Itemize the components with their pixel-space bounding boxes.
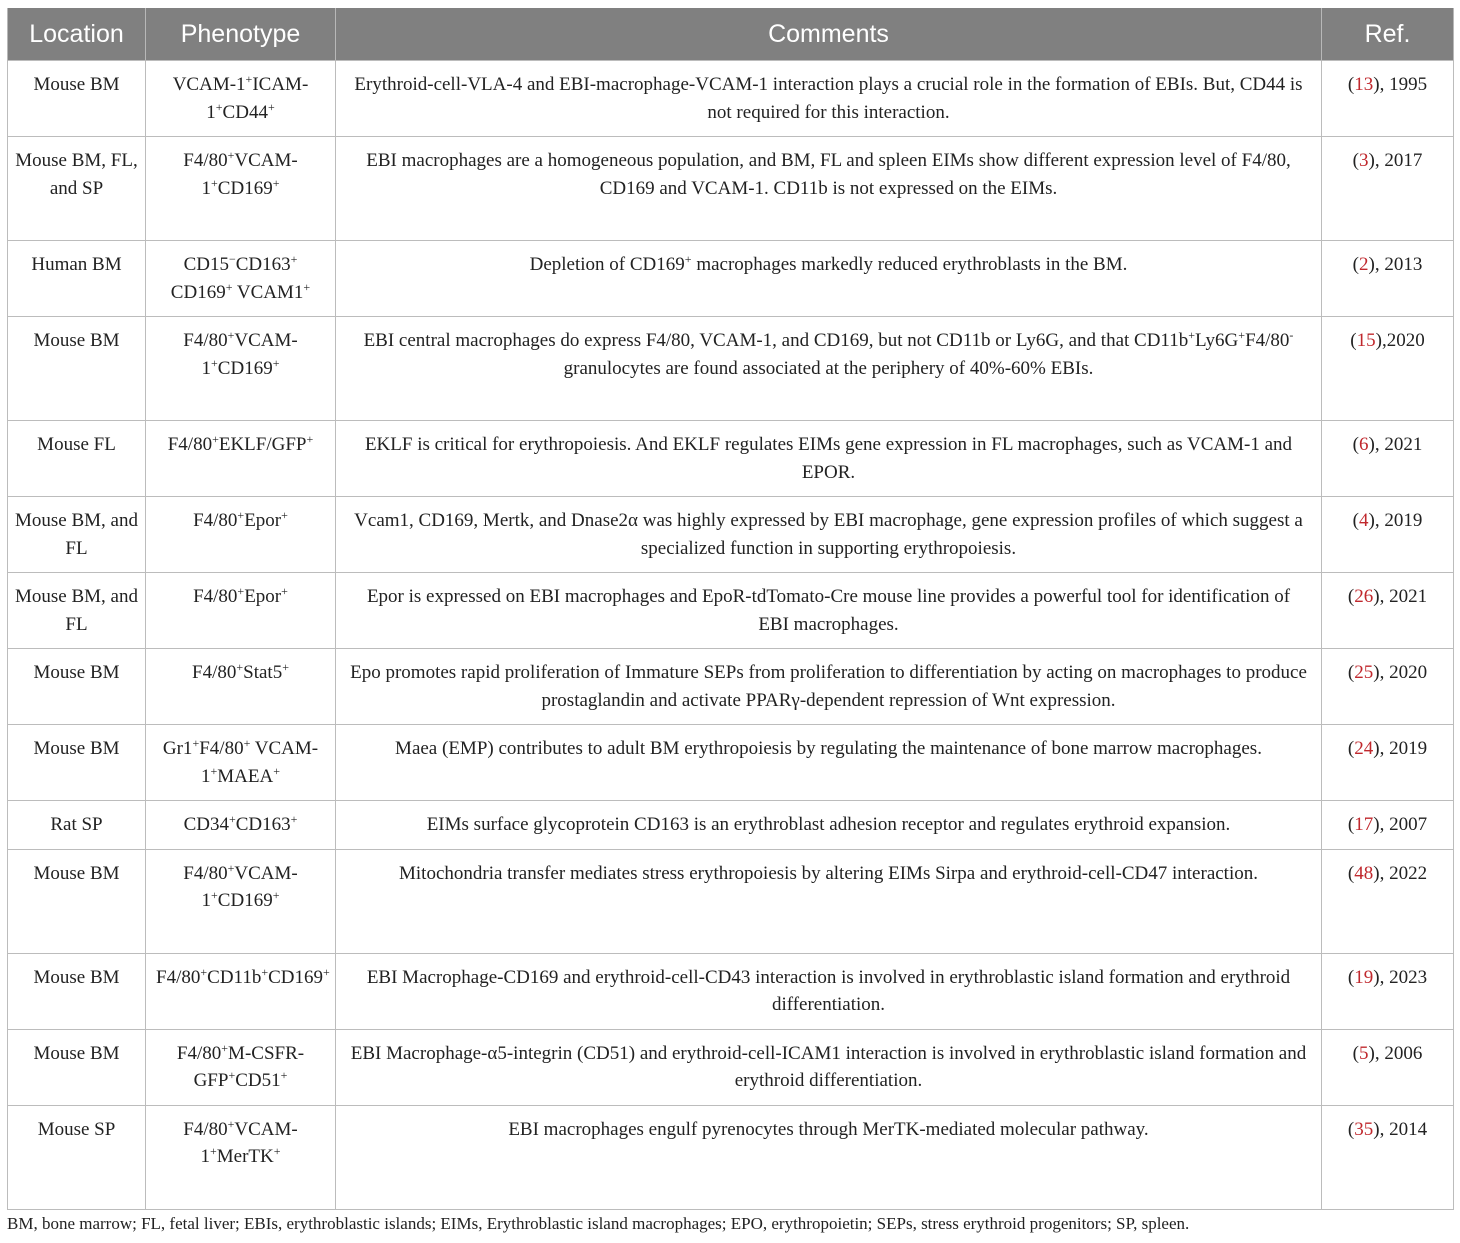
table-row bbox=[8, 1029, 1454, 1105]
header-row bbox=[8, 8, 1454, 61]
cell-comment: Depletion of CD169+ macrophages markedly reduced erythroblasts in the BM. bbox=[336, 241, 1322, 317]
header-comments: Comments bbox=[336, 8, 1322, 61]
cell-ref: (4), 2019 bbox=[1322, 497, 1454, 573]
cell-location: Mouse BM, FL, and SP bbox=[8, 137, 146, 241]
cell-comment: EBI macrophages engulf pyrenocytes through MerTK-mediated molecular pathway. bbox=[336, 1105, 1322, 1209]
cell-phenotype: F4/80+VCAM-1+CD169+ bbox=[146, 849, 336, 953]
cell-phenotype: CD34+CD163+ bbox=[146, 801, 336, 850]
cell-ref: (26), 2021 bbox=[1322, 573, 1454, 649]
cell-comment: Epor is expressed on EBI macrophages and EpoR-tdTomato-Cre mouse line provides a powerful tool for identification of EBI macrophages. bbox=[336, 573, 1322, 649]
cell-phenotype: VCAM-1+ICAM-1+CD44+ bbox=[146, 61, 336, 137]
cell-location: Mouse BM bbox=[8, 649, 146, 725]
cell-ref: (24), 2019 bbox=[1322, 725, 1454, 801]
cell-location: Human BM bbox=[8, 241, 146, 317]
table-row bbox=[8, 61, 1454, 137]
cell-ref: (17), 2007 bbox=[1322, 801, 1454, 850]
cell-comment: EBI Macrophage-α5-integrin (CD51) and erythroid-cell-ICAM1 interaction is involved in erythroblastic island formation and erythroid differentiation. bbox=[336, 1029, 1322, 1105]
cell-phenotype: F4/80+Epor+ bbox=[146, 497, 336, 573]
table-row bbox=[8, 573, 1454, 649]
cell-comment: Maea (EMP) contributes to adult BM erythropoiesis by regulating the maintenance of bone marrow macrophages. bbox=[336, 725, 1322, 801]
table-footnote: BM, bone marrow; FL, fetal liver; EBIs, erythroblastic islands; EIMs, Erythroblastic island macrophages; EPO, erythropoietin; SEPs, stress erythroid progenitors; SP, spleen. bbox=[7, 1214, 1190, 1233]
cell-comment: EBI Macrophage-CD169 and erythroid-cell-CD43 interaction is involved in erythroblastic island formation and erythroid differentiation. bbox=[336, 953, 1322, 1029]
cell-location: Mouse BM bbox=[8, 849, 146, 953]
ref-link[interactable]: 15 bbox=[1356, 330, 1376, 351]
table-row bbox=[8, 137, 1454, 241]
ref-link[interactable]: 5 bbox=[1359, 1042, 1369, 1064]
cell-ref: (3), 2017 bbox=[1322, 137, 1454, 241]
ref-link[interactable]: 17 bbox=[1354, 814, 1374, 835]
cell-comment: EBI central macrophages do express F4/80, VCAM-1, and CD169, but not CD11b or Ly6G, and that CD11b+Ly6G+F4/80- granulocytes are found associated at the periphery of 40%-60% EBIs. bbox=[336, 317, 1322, 421]
cell-location: Mouse SP bbox=[8, 1105, 146, 1209]
table-row bbox=[8, 725, 1454, 801]
cell-comment: EKLF is critical for erythropoiesis. And EKLF regulates EIMs gene expression in FL macrophages, such as VCAM-1 and EPOR. bbox=[336, 421, 1322, 497]
table-row bbox=[8, 317, 1454, 421]
cell-location: Mouse BM bbox=[8, 1029, 146, 1105]
cell-phenotype: F4/80+CD11b+CD169+ bbox=[146, 953, 336, 1029]
table-body bbox=[8, 61, 1454, 1210]
cell-ref: (48), 2022 bbox=[1322, 849, 1454, 953]
cell-location: Mouse BM bbox=[8, 61, 146, 137]
ref-link[interactable]: 6 bbox=[1359, 434, 1369, 455]
ref-link[interactable]: 2 bbox=[1359, 254, 1369, 275]
cell-ref: (6), 2021 bbox=[1322, 421, 1454, 497]
cell-phenotype: F4/80+M-CSFR-GFP+CD51+ bbox=[146, 1029, 336, 1105]
cell-phenotype: Gr1+F4/80+ VCAM-1+MAEA+ bbox=[146, 725, 336, 801]
cell-ref: (2), 2013 bbox=[1322, 241, 1454, 317]
ref-link[interactable]: 48 bbox=[1354, 862, 1374, 884]
header-location: Location bbox=[8, 8, 146, 61]
ref-link[interactable]: 24 bbox=[1354, 738, 1374, 759]
ref-link[interactable]: 3 bbox=[1359, 150, 1369, 171]
table-row bbox=[8, 1105, 1454, 1209]
ref-link[interactable]: 4 bbox=[1359, 510, 1369, 531]
cell-comment: EBI macrophages are a homogeneous population, and BM, FL and spleen EIMs show different expression level of F4/80, CD169 and VCAM-1. CD11b is not expressed on the EIMs. bbox=[336, 137, 1322, 241]
cell-phenotype: F4/80+Epor+ bbox=[146, 573, 336, 649]
table-row bbox=[8, 801, 1454, 850]
ref-link[interactable]: 19 bbox=[1354, 966, 1374, 988]
cell-location: Mouse BM bbox=[8, 317, 146, 421]
table-row bbox=[8, 241, 1454, 317]
cell-ref: (35), 2014 bbox=[1322, 1105, 1454, 1209]
cell-ref: (15),2020 bbox=[1322, 317, 1454, 421]
header-phenotype: Phenotype bbox=[146, 8, 336, 61]
cell-comment: Epo promotes rapid proliferation of Immature SEPs from proliferation to differentiation by acting on macrophages to produce prostaglandin and activate PPARγ-dependent repression of Wnt expression. bbox=[336, 649, 1322, 725]
ref-link[interactable]: 25 bbox=[1354, 662, 1374, 683]
cell-comment: Erythroid-cell-VLA-4 and EBI-macrophage-VCAM-1 interaction plays a crucial role in the formation of EBIs. But, CD44 is not required for this interaction. bbox=[336, 61, 1322, 137]
cell-phenotype: F4/80+VCAM-1+CD169+ bbox=[146, 317, 336, 421]
cell-phenotype: CD15−CD163+ CD169+ VCAM1+ bbox=[146, 241, 336, 317]
cell-location: Mouse BM bbox=[8, 725, 146, 801]
table-row bbox=[8, 649, 1454, 725]
table-row bbox=[8, 849, 1454, 953]
ref-link[interactable]: 13 bbox=[1354, 74, 1374, 95]
header-ref: Ref. bbox=[1322, 8, 1454, 61]
table-header bbox=[8, 8, 1454, 61]
cell-comment: EIMs surface glycoprotein CD163 is an erythroblast adhesion receptor and regulates erythroid expansion. bbox=[336, 801, 1322, 850]
macrophage-phenotype-table bbox=[7, 8, 1454, 1210]
cell-phenotype: F4/80+VCAM-1+CD169+ bbox=[146, 137, 336, 241]
table-row bbox=[8, 953, 1454, 1029]
cell-location: Rat SP bbox=[8, 801, 146, 850]
cell-location: Mouse BM, and FL bbox=[8, 573, 146, 649]
table-row bbox=[8, 497, 1454, 573]
cell-phenotype: F4/80+Stat5+ bbox=[146, 649, 336, 725]
cell-ref: (25), 2020 bbox=[1322, 649, 1454, 725]
cell-comment: Mitochondria transfer mediates stress erythropoiesis by altering EIMs Sirpa and erythroid-cell-CD47 interaction. bbox=[336, 849, 1322, 953]
cell-phenotype: F4/80+VCAM-1+MerTK+ bbox=[146, 1105, 336, 1209]
ref-link[interactable]: 26 bbox=[1354, 586, 1374, 607]
cell-phenotype: F4/80+EKLF/GFP+ bbox=[146, 421, 336, 497]
table-row bbox=[8, 421, 1454, 497]
cell-ref: (5), 2006 bbox=[1322, 1029, 1454, 1105]
cell-ref: (13), 1995 bbox=[1322, 61, 1454, 137]
table-container bbox=[7, 8, 1453, 1210]
ref-link[interactable]: 35 bbox=[1354, 1118, 1374, 1140]
cell-location: Mouse FL bbox=[8, 421, 146, 497]
cell-location: Mouse BM, and FL bbox=[8, 497, 146, 573]
cell-ref: (19), 2023 bbox=[1322, 953, 1454, 1029]
cell-comment: Vcam1, CD169, Mertk, and Dnase2α was highly expressed by EBI macrophage, gene expression profiles of which suggest a specialized function in supporting erythropoiesis. bbox=[336, 497, 1322, 573]
cell-location: Mouse BM bbox=[8, 953, 146, 1029]
